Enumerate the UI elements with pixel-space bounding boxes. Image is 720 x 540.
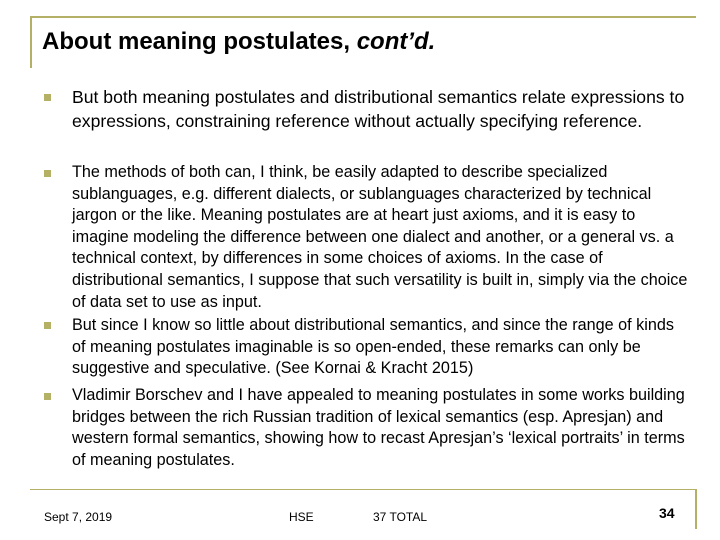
bullet-square-icon [44, 322, 51, 329]
title-frame-top-rule [30, 16, 696, 18]
footer-right-rule [695, 489, 697, 529]
bullet-text-1: But both meaning postulates and distributional semantics relate expressions to expressions, constraining reference without actually specifying reference. [72, 87, 685, 131]
footer-date: Sept 7, 2019 [44, 510, 113, 524]
footer-total: 37 TOTAL [373, 510, 428, 524]
slide-title-main: About meaning postulates, [42, 28, 357, 55]
bullet-square-icon [44, 170, 51, 177]
slide-title [42, 28, 435, 56]
footer-rule [30, 489, 696, 490]
bullet-text-2: The methods of both can, I think, be easily adapted to describe specialized sublanguages, e.g. different dialects, or sublanguages characterized by technical jargon or the like. Meaning postulates are at heart just axioms, and it is easy to imagine modeling the difference between one dialect and another, or a general vs. a technical context, by differences in some choices of axioms. In the case of distributional semantics, I suppose that such versatility is built in, simply via the choice of data set to use as input. [72, 163, 688, 311]
slide-title-italic: cont’d. [356, 28, 436, 55]
page-number: 34 [659, 505, 675, 521]
bullet-square-icon [44, 94, 51, 101]
bullet-text-3: But since I know so little about distributional semantics, and since the range of kinds of meaning postulates imaginable is so open-ended, these remarks can only be suggestive and speculative. (See Kornai & Kracht 2015) [72, 316, 674, 378]
footer-venue: HSE [289, 510, 314, 524]
title-frame-left-rule [30, 16, 32, 68]
bullet-square-icon [44, 393, 51, 400]
bullet-text-4: Vladimir Borschev and I have appealed to meaning postulates in some works building bridges between the rich Russian tradition of lexical semantics (esp. Apresjan) and western formal semantics, showing how to recast Apresjan’s ‘lexical portraits’ in terms of meaning postulates. [72, 386, 685, 469]
